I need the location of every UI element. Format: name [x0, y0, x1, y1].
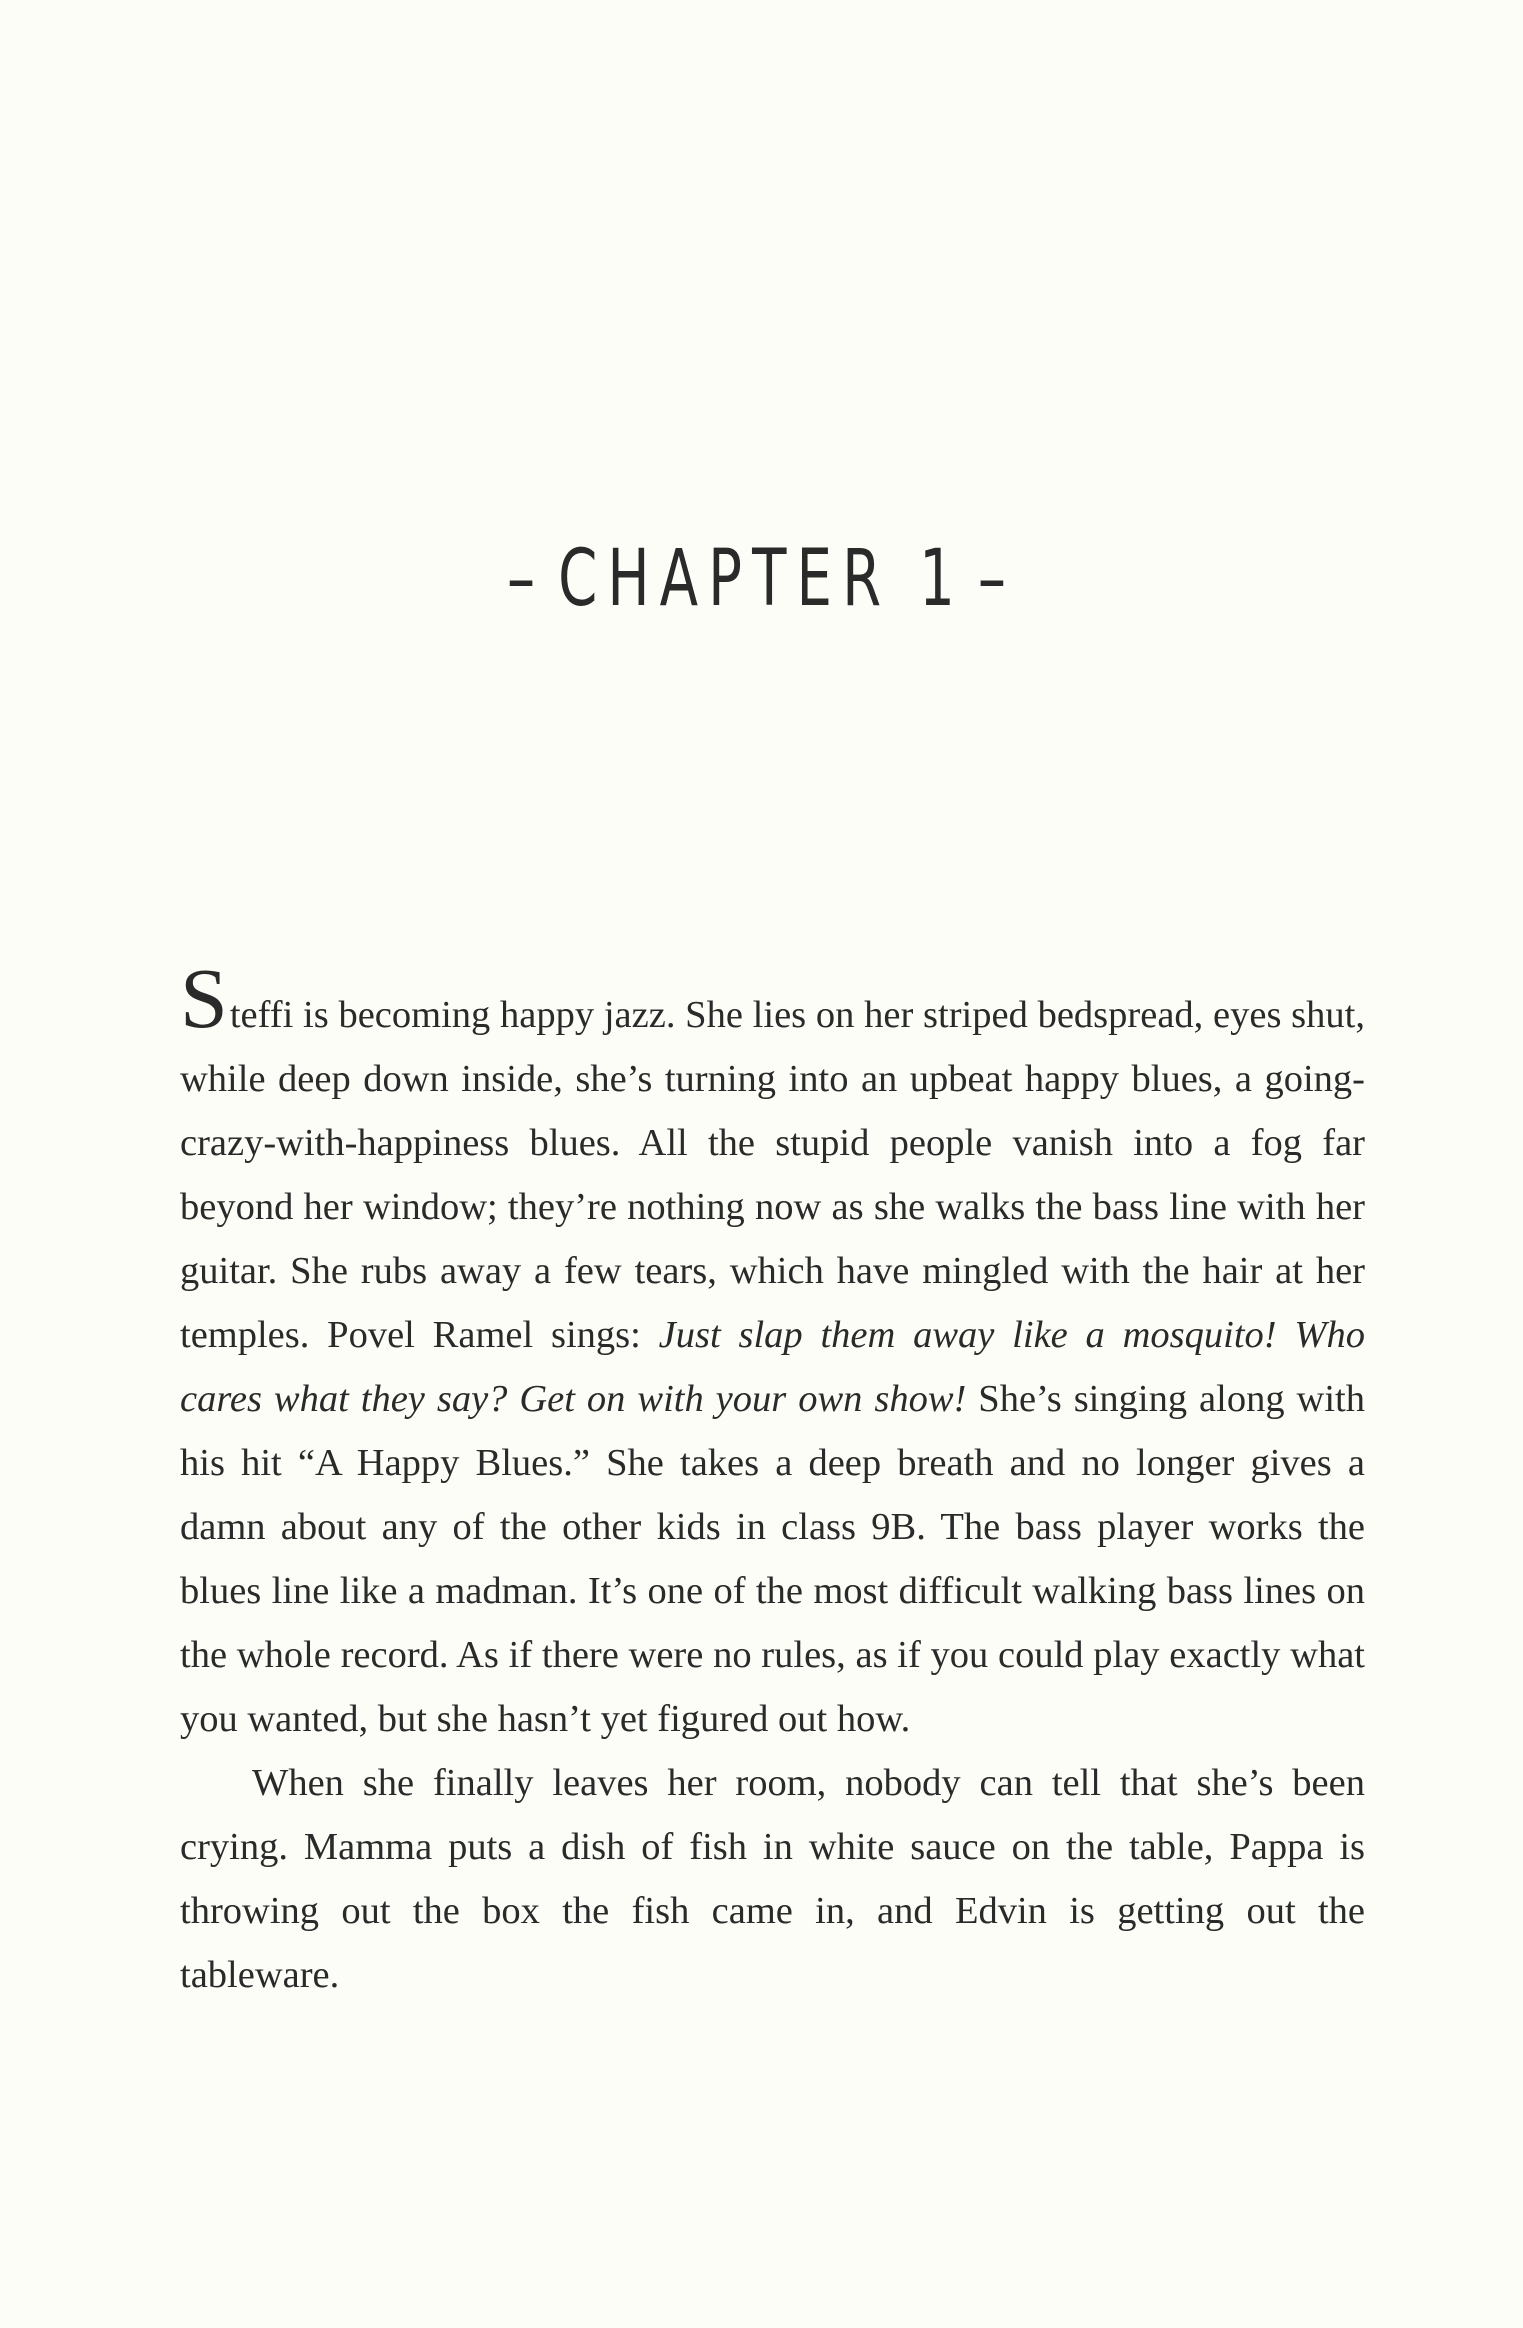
chapter-heading	[213, 534, 1310, 624]
paragraph-1	[180, 950, 1365, 1751]
paragraph-2: When she finally leaves her room, nobody can tell that she’s been crying. Mamma puts a dish of fish in white sauce on the table, Pappa is throwing out the box the fish came in, and Edvin is getting out the tableware.	[180, 1762, 1365, 1996]
chapter-title: CHAPTER 1	[558, 534, 965, 624]
paragraph-1-text-a: teffi is becoming happy jazz. She lies on her striped bedspread, eyes shut, while deep down inside, she’s turning into an upbeat happy blues, a going-crazy-with-happiness blues. All the stupid people vanish into a fog far beyond her window; they’re nothing now as she walks the bass line with her guitar. She rubs away a few tears, which have mingled with the hair at her temples. Povel Ramel sings:	[180, 994, 1365, 1356]
chapter-dash-left: –	[506, 534, 546, 624]
paragraph-1-text-b: She’s singing along with his hit “A Happy Blues.” She takes a deep breath and no longer gives a damn about any of the other kids in class 9B. The bass player works the blues line like a madman. It’s one of the most difficult walking bass lines on the whole record. As if there were no rules, as if you could play exactly what you wanted, but she hasn’t yet figured out how.	[180, 1378, 1365, 1740]
drop-cap: S	[180, 950, 228, 1046]
chapter-dash-right: –	[977, 534, 1017, 624]
paragraph-1-italic-lyrics: Just slap them away like a mosquito! Who cares what they say? Get on with your own show!	[180, 1314, 1365, 1420]
chapter-body-text	[180, 950, 1365, 2007]
